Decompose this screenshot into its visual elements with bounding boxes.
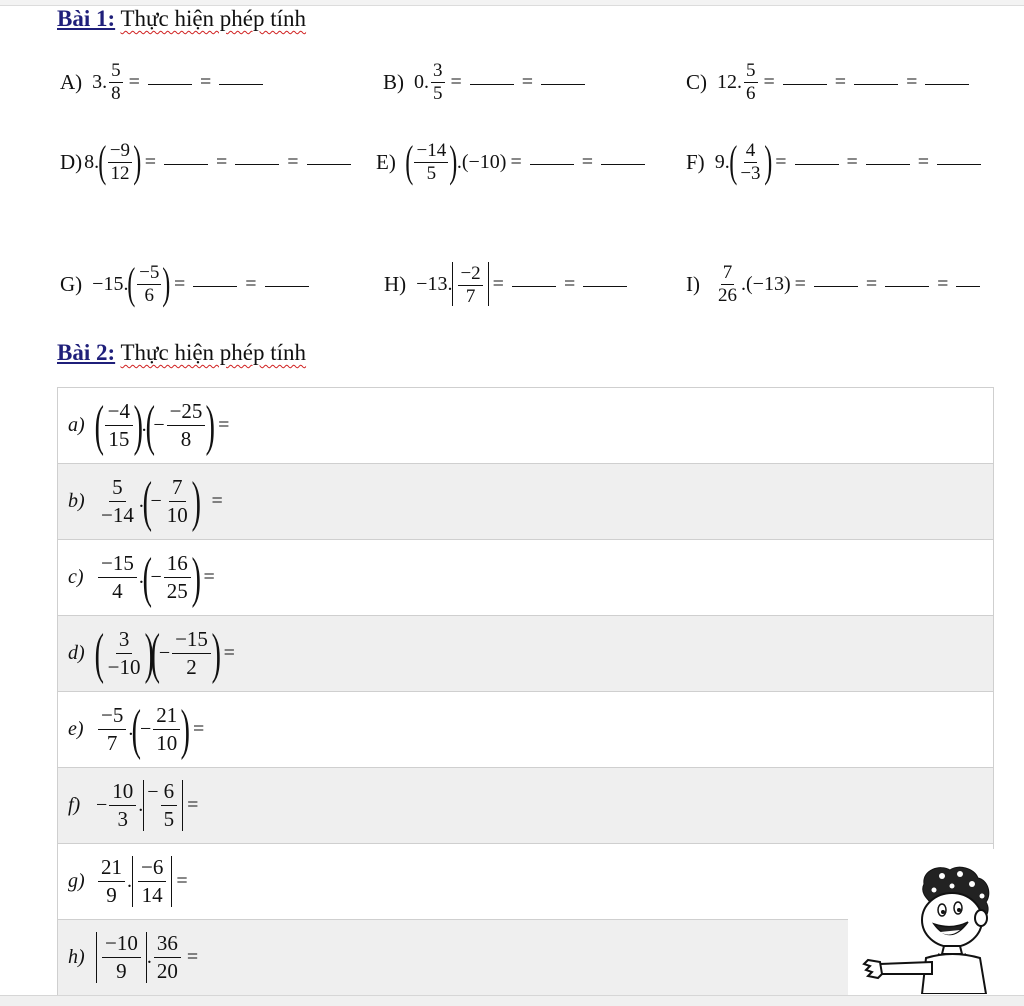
fraction-numerator: 5 xyxy=(109,476,126,502)
absolute-value xyxy=(96,932,147,983)
problem-g xyxy=(60,254,313,314)
answer-blank[interactable] xyxy=(885,285,929,287)
equals-sign: = xyxy=(173,272,186,295)
answer-blank[interactable] xyxy=(956,285,980,287)
fraction-denominator: 25 xyxy=(166,579,188,603)
minus-sign: − xyxy=(150,566,162,588)
right-paren: ) xyxy=(206,394,216,457)
equals-sign: = xyxy=(581,150,594,173)
left-paren: ( xyxy=(142,470,152,533)
fraction-numerator: 10 xyxy=(109,780,136,806)
right-paren: ) xyxy=(449,137,458,186)
answer-blank[interactable] xyxy=(937,163,981,165)
answer-blank[interactable] xyxy=(854,83,898,85)
bai2-label: Bài 2: xyxy=(57,340,116,365)
minus-sign: − xyxy=(140,718,152,740)
fraction-numerator: 21 xyxy=(98,856,125,882)
row-b xyxy=(68,470,993,533)
fraction-denominator: 9 xyxy=(116,959,127,983)
answer-blank[interactable] xyxy=(583,285,627,287)
bai2-text: Thực hiện phép tính xyxy=(120,340,307,365)
fraction-numerator: −15 xyxy=(172,628,211,654)
problem-f xyxy=(686,132,985,192)
fraction xyxy=(138,856,166,907)
fraction-denominator: 8 xyxy=(111,82,121,104)
absolute-value xyxy=(132,856,172,907)
equals-sign: = xyxy=(834,70,847,93)
table-row xyxy=(58,768,994,844)
equals-sign: = xyxy=(521,70,534,93)
answer-blank[interactable] xyxy=(193,285,237,287)
equals-sign: = xyxy=(563,272,576,295)
answer-blank[interactable] xyxy=(164,163,208,165)
right-paren: ) xyxy=(133,394,143,457)
fraction-denominator: 14 xyxy=(141,883,163,907)
fraction xyxy=(153,704,180,755)
equals-sign: = xyxy=(187,794,199,816)
left-paren: ( xyxy=(94,394,104,457)
fraction-denominator: 3 xyxy=(117,807,129,831)
problem-label: A) xyxy=(60,69,83,94)
table-cell[interactable] xyxy=(58,692,994,768)
fraction xyxy=(164,552,191,603)
fraction-numerator: 3 xyxy=(433,59,443,81)
equals-sign: = xyxy=(865,272,878,295)
problem-label: B) xyxy=(383,69,404,94)
answer-blank[interactable] xyxy=(866,163,910,165)
bai1-text: Thực hiện phép tính xyxy=(120,6,307,31)
fraction-denominator: 5 xyxy=(426,162,437,184)
right-paren: ) xyxy=(162,259,171,308)
table-cell[interactable] xyxy=(58,464,994,540)
problem-a xyxy=(60,52,267,112)
equals-sign: = xyxy=(775,150,787,173)
problem-whole: 9. xyxy=(714,150,730,173)
equals-sign: = xyxy=(211,490,223,512)
fraction-numerator: −6 xyxy=(138,856,166,882)
fraction-denominator: 6 xyxy=(746,82,756,104)
left-paren: ( xyxy=(728,137,738,186)
fraction-denominator: 5 xyxy=(163,807,175,831)
problem-label: C) xyxy=(686,69,707,94)
row-f xyxy=(68,780,993,831)
multiply-dot: . xyxy=(146,946,152,968)
table-cell[interactable] xyxy=(58,768,994,844)
row-label: f) xyxy=(68,794,81,816)
minus-sign: − xyxy=(96,794,108,816)
fraction-denominator: −14 xyxy=(101,503,134,527)
problem-c xyxy=(686,52,973,112)
equals-sign: = xyxy=(203,566,215,588)
answer-blank[interactable] xyxy=(470,83,514,85)
minus-sign: − xyxy=(158,642,171,664)
answer-blank[interactable] xyxy=(148,83,192,85)
fraction-denominator: 12 xyxy=(110,162,130,184)
fraction-numerator: 7 xyxy=(722,261,733,283)
fraction-numerator: 36 xyxy=(154,932,181,958)
problem-b xyxy=(383,52,589,112)
fraction-numerator: −10 xyxy=(102,932,141,958)
row-label: c) xyxy=(68,566,84,588)
equals-sign: = xyxy=(450,70,462,93)
fraction-numerator: −5 xyxy=(98,704,126,730)
right-paren: ) xyxy=(763,137,772,186)
problem-whole: −13. xyxy=(416,272,453,295)
fraction xyxy=(716,263,739,306)
right-paren: ) xyxy=(180,698,191,761)
table-row xyxy=(58,540,994,616)
problem-whole: 8. xyxy=(84,150,100,173)
right-paren: ) xyxy=(191,470,201,533)
fraction-numerator: 4 xyxy=(745,139,756,161)
equals-sign: = xyxy=(215,150,228,173)
equals-sign: = xyxy=(937,272,949,295)
right-paren: ) xyxy=(133,137,142,186)
fraction xyxy=(109,61,123,104)
equals-sign: = xyxy=(186,946,199,968)
fraction-denominator: 20 xyxy=(156,959,178,983)
fraction xyxy=(172,628,211,679)
table-cell[interactable] xyxy=(58,616,994,692)
problem-label: F) xyxy=(686,149,705,174)
answer-blank[interactable] xyxy=(814,285,858,287)
fraction-numerator: 5 xyxy=(111,59,121,81)
fraction xyxy=(431,61,445,104)
fraction-numerator: 3 xyxy=(116,628,133,654)
multiply-dot: . xyxy=(138,566,144,588)
bai1-heading xyxy=(57,6,306,32)
equals-sign: = xyxy=(917,150,930,173)
left-paren: ( xyxy=(145,394,155,457)
left-paren: ( xyxy=(132,698,142,761)
multiply-dot: . xyxy=(128,718,134,740)
fraction xyxy=(154,932,181,983)
fraction-numerator: 5 xyxy=(746,59,756,81)
table-row xyxy=(58,388,994,464)
equals-sign: = xyxy=(906,70,918,93)
equals-sign: = xyxy=(510,150,522,173)
minus-sign: − xyxy=(153,414,165,436)
answer-blank[interactable] xyxy=(541,83,585,85)
equals-sign: = xyxy=(192,718,205,740)
fraction-denominator: 7 xyxy=(465,285,476,307)
problem-tail: .(−13) xyxy=(741,272,791,295)
left-paren: ( xyxy=(94,622,104,685)
problem-label: D) xyxy=(60,149,83,174)
fraction-numerator: 7 xyxy=(169,476,186,502)
bottom-status-bar xyxy=(0,995,1024,1006)
equals-sign: = xyxy=(199,70,212,93)
fraction-numerator: 21 xyxy=(153,704,180,730)
left-paren: ( xyxy=(150,622,161,685)
answer-blank[interactable] xyxy=(601,163,645,165)
fraction xyxy=(102,932,141,983)
fraction xyxy=(414,141,448,184)
row-label: h) xyxy=(68,946,85,968)
answer-blank[interactable] xyxy=(512,285,556,287)
fraction-denominator: 4 xyxy=(112,579,123,603)
fraction-denominator: −10 xyxy=(107,655,141,679)
fraction xyxy=(458,264,482,307)
bai1-label: Bài 1: xyxy=(57,6,116,31)
problem-e xyxy=(376,132,649,192)
fraction xyxy=(167,400,206,451)
problem-i xyxy=(686,254,984,314)
fraction xyxy=(744,61,758,104)
row-label: d) xyxy=(68,642,85,664)
multiply-dot: . xyxy=(127,870,132,892)
cartoon-boy-illustration xyxy=(862,862,1002,994)
fraction-denominator: 10 xyxy=(166,503,188,527)
row-label: e) xyxy=(68,718,84,740)
equals-sign: = xyxy=(846,150,858,173)
fraction-denominator: 9 xyxy=(106,883,117,907)
fraction-denominator: 8 xyxy=(180,427,192,451)
absolute-value xyxy=(143,780,183,831)
fraction-denominator: 26 xyxy=(718,284,737,306)
fraction-numerator: 6 xyxy=(161,780,178,806)
fraction-denominator: 15 xyxy=(108,427,130,451)
left-paren: ( xyxy=(127,259,136,308)
fraction xyxy=(98,856,125,907)
problem-whole: 3. xyxy=(92,70,108,93)
problem-h xyxy=(384,254,631,314)
fraction xyxy=(98,704,126,755)
multiply-dot: . xyxy=(141,414,147,436)
table-row xyxy=(58,692,994,768)
right-paren: ) xyxy=(211,622,221,685)
equals-sign: = xyxy=(218,414,230,436)
table-cell[interactable] xyxy=(58,540,994,616)
problem-whole: −15. xyxy=(92,272,129,295)
fraction-numerator: −5 xyxy=(139,261,160,283)
answer-blank[interactable] xyxy=(530,163,574,165)
left-paren: ( xyxy=(405,137,414,186)
fraction-denominator: 10 xyxy=(156,731,178,755)
fraction xyxy=(109,780,136,831)
minus-sign: − xyxy=(147,780,159,803)
row-label: a) xyxy=(68,414,85,436)
problem-label: H) xyxy=(384,271,407,296)
answer-blank[interactable] xyxy=(795,163,839,165)
fraction-numerator: 16 xyxy=(164,552,191,578)
left-paren: ( xyxy=(98,137,107,186)
fraction xyxy=(98,476,137,527)
fraction-denominator: 6 xyxy=(144,284,154,306)
answer-blank[interactable] xyxy=(235,163,279,165)
fraction xyxy=(105,400,133,451)
bai2-heading xyxy=(57,340,306,366)
fraction xyxy=(105,628,144,679)
answer-blank[interactable] xyxy=(783,83,827,85)
fraction-denominator: 5 xyxy=(433,82,443,104)
row-d xyxy=(68,622,993,685)
row-e xyxy=(68,698,993,761)
minus-sign: − xyxy=(150,490,162,512)
problem-tail: .(−10) xyxy=(456,150,507,173)
equals-sign: = xyxy=(144,150,156,173)
fraction-denominator: −3 xyxy=(740,162,761,184)
fraction-denominator: 7 xyxy=(106,731,118,755)
problem-label: I) xyxy=(686,271,700,296)
fraction xyxy=(161,780,178,831)
fraction xyxy=(738,141,762,184)
fraction-numerator: −9 xyxy=(109,139,131,161)
table-row xyxy=(58,616,994,692)
multiply-dot: . xyxy=(138,794,144,816)
left-paren: ( xyxy=(142,546,152,609)
equals-sign: = xyxy=(794,272,806,295)
fraction-numerator: −4 xyxy=(105,400,133,426)
answer-blank[interactable] xyxy=(219,83,263,85)
problem-label: G) xyxy=(60,271,83,296)
right-paren: ) xyxy=(144,622,154,685)
problem-whole: 12. xyxy=(717,70,742,93)
problem-d xyxy=(60,132,355,192)
answer-blank[interactable] xyxy=(307,163,351,165)
fraction-numerator: −14 xyxy=(416,139,447,161)
row-c xyxy=(68,546,993,609)
fraction xyxy=(98,552,137,603)
fraction xyxy=(164,476,191,527)
equals-sign: = xyxy=(245,272,257,295)
fraction-numerator: −15 xyxy=(98,552,137,578)
multiply-dot: . xyxy=(138,490,144,512)
row-a xyxy=(68,394,993,457)
equals-sign: = xyxy=(492,272,504,295)
equals-sign: = xyxy=(763,70,775,93)
fraction-denominator: 2 xyxy=(186,655,197,679)
row-label: b) xyxy=(68,490,85,512)
table-cell[interactable] xyxy=(58,388,994,464)
table-row xyxy=(58,464,994,540)
fraction xyxy=(108,141,132,184)
equals-sign: = xyxy=(128,70,140,93)
equals-sign: = xyxy=(223,642,235,664)
fraction-numerator: −2 xyxy=(460,262,481,284)
answer-blank[interactable] xyxy=(265,285,309,287)
equals-sign: = xyxy=(287,150,299,173)
right-paren: ) xyxy=(191,546,201,609)
row-label: g) xyxy=(68,870,85,892)
absolute-value xyxy=(452,262,488,307)
fraction-numerator: −25 xyxy=(167,400,206,426)
equals-sign: = xyxy=(176,870,188,892)
answer-blank[interactable] xyxy=(925,83,969,85)
problem-whole: 0. xyxy=(414,70,429,93)
problem-label: E) xyxy=(376,149,396,174)
fraction xyxy=(137,263,161,306)
